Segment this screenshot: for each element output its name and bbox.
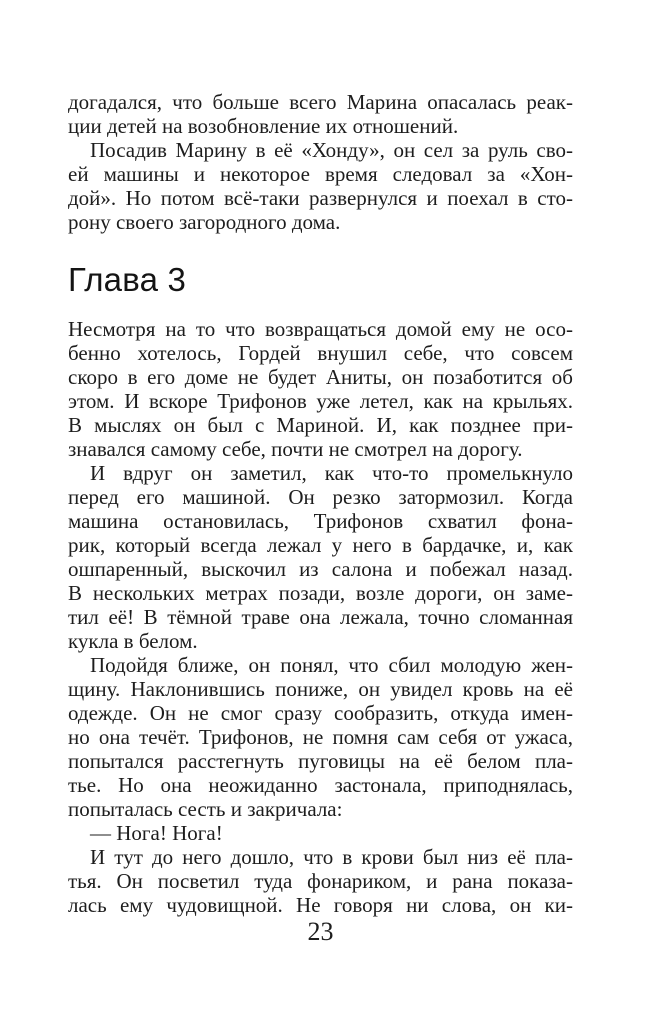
text-line: кукла в белом. xyxy=(68,629,198,653)
text-line: этом. И вскоре Трифонов уже летел, как на крыльях. xyxy=(68,389,573,413)
text-line: ей машины и некоторое время следовал за «Хон- xyxy=(68,162,573,186)
text-line: скоро в его доме не будет Аниты, он позаботится об xyxy=(68,365,573,389)
text-line: И тут до него дошло, что в крови был низ её пла- xyxy=(90,845,573,869)
text-line: одежде. Он не смог сразу сообразить, откуда имен- xyxy=(68,701,573,725)
text-line: догадался, что больше всего Марина опасалась реак- xyxy=(68,90,573,114)
paragraph xyxy=(68,90,573,138)
paragraph xyxy=(68,821,573,845)
paragraph xyxy=(68,845,573,917)
text-line: знавался самому себе, почти не смотрел на дорогу. xyxy=(68,437,523,461)
text-column xyxy=(68,0,573,947)
text-line: бенно хотелось, Гордей внушил себе, что совсем xyxy=(68,341,573,365)
text-line: щину. Наклонившись пониже, он увидел кровь на её xyxy=(68,677,573,701)
chapter-heading: Глава 3 xyxy=(68,261,187,298)
text-line: тье. Но она неожиданно застонала, приподнялась, xyxy=(68,773,573,797)
text-line: — Нога! Нога! xyxy=(90,821,223,845)
paragraph xyxy=(68,317,573,461)
text-line: тил её! В тёмной траве она лежала, точно сломанная xyxy=(68,605,573,629)
text-line: ции детей на возобновление их отношений. xyxy=(68,114,459,138)
text-line: попытался расстегнуть пуговицы на её белом пла- xyxy=(68,749,573,773)
text-line: дой». Но потом всё-таки развернулся и поехал в сто- xyxy=(68,186,573,210)
text-line: И вдруг он заметил, как что-то промелькнуло xyxy=(90,461,573,485)
text-line: В нескольких метрах позади, возле дороги, он заме- xyxy=(68,581,573,605)
text-line: Посадив Марину в её «Хонду», он сел за руль сво- xyxy=(90,138,573,162)
paragraph xyxy=(68,461,573,653)
text-line: Подойдя ближе, он понял, что сбил молодую жен- xyxy=(90,653,573,677)
text-line: лась ему чудовищной. Не говоря ни слова, он ки- xyxy=(68,893,573,917)
text-line: рик, который всегда лежал у него в бардачке, и, как xyxy=(68,533,573,557)
text-line: рону своего загородного дома. xyxy=(68,210,341,234)
page-number: 23 xyxy=(307,917,334,946)
text-block-after-heading xyxy=(68,317,573,917)
text-line: но она течёт. Трифонов, не помня сам себя от ужаса, xyxy=(68,725,573,749)
text-line: Несмотря на то что возвращаться домой ему не осо- xyxy=(68,317,573,341)
text-line: В мыслях он был с Мариной. И, как позднее при- xyxy=(68,413,573,437)
text-line: тья. Он посветил туда фонариком, и рана показа- xyxy=(68,869,573,893)
text-line: ошпаренный, выскочил из салона и побежал назад. xyxy=(68,557,573,581)
text-line: попыталась сесть и закричала: xyxy=(68,797,343,821)
paragraph xyxy=(68,138,573,234)
text-block-before-heading xyxy=(68,90,573,234)
text-line: перед его машиной. Он резко затормозил. Когда xyxy=(68,485,573,509)
paragraph xyxy=(68,653,573,821)
text-line: машина остановилась, Трифонов схватил фона- xyxy=(68,509,573,533)
